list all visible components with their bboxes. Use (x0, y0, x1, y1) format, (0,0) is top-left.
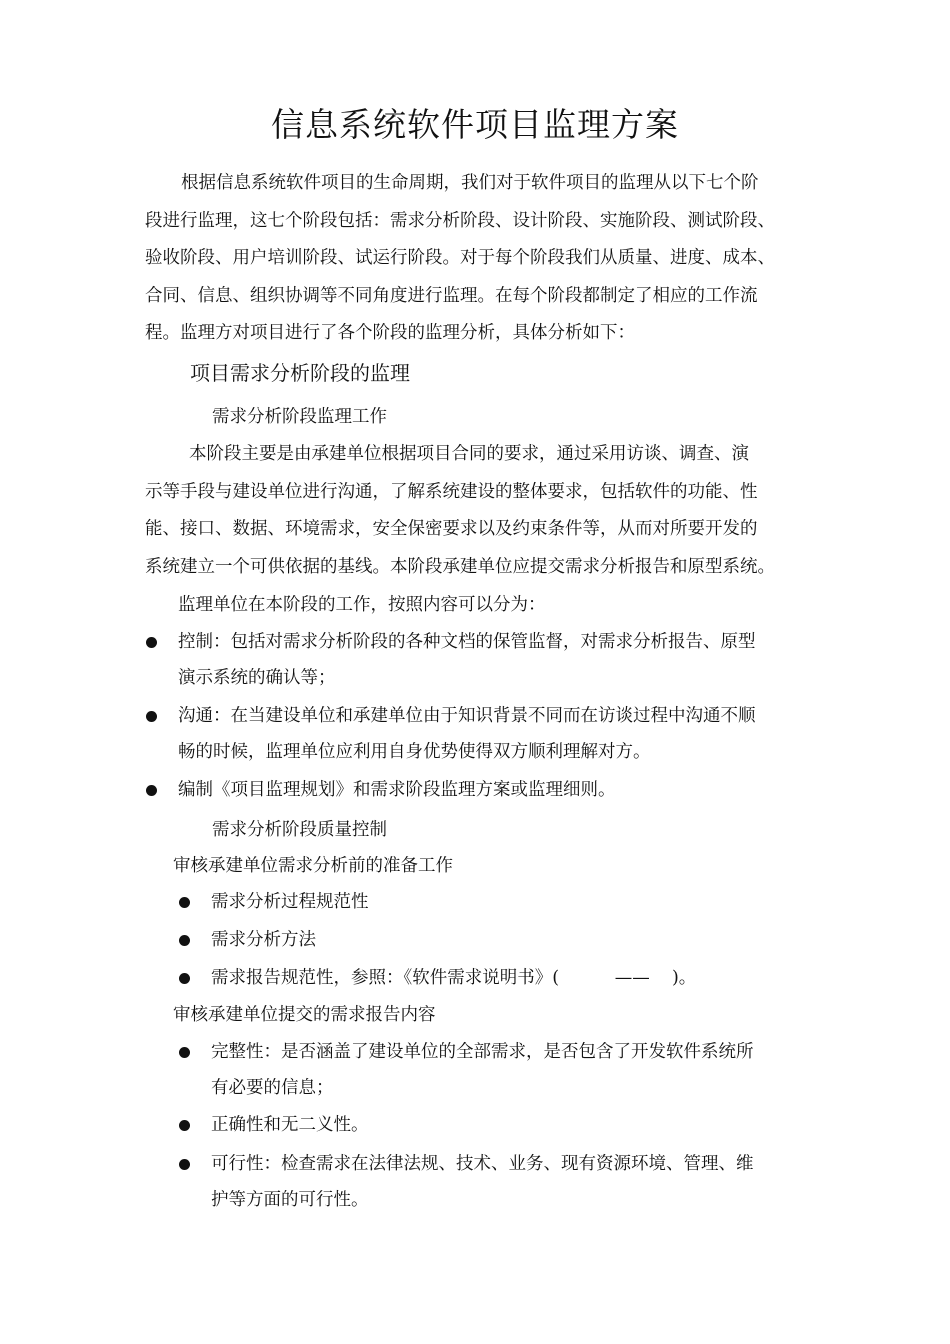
document-title: 信息系统软件项目监理方案 (271, 105, 679, 144)
bullet-dot (179, 897, 190, 908)
section-heading: 项目需求分析阶段的监理 (190, 361, 410, 385)
bullet-text-cont: 有必要的信息； (211, 1078, 334, 1098)
bullet-text: 需求分析方法 (211, 930, 316, 950)
bullet-text-cont: 演示系统的确认等； (178, 668, 336, 688)
intro-line: 根据信息系统软件项目的生命周期，我们对于软件项目的监理从以下七个阶 (181, 173, 759, 193)
lead-text: 监理单位在本阶段的工作，按照内容可以分为： (178, 595, 546, 615)
bullet-dot (179, 1159, 190, 1170)
intro-line: 段进行监理，这七个阶段包括：需求分析阶段、设计阶段、实施阶段、测试阶段、 (145, 210, 775, 231)
bullet-text: 可行性：检查需求在法律法规、技术、业务、现有资源环境、管理、维 (211, 1154, 754, 1174)
bullet-dot (146, 637, 157, 648)
bullet-text: 控制：包括对需求分析阶段的各种文档的保管监督，对需求分析报告、原型 (178, 632, 756, 652)
intro-paragraph (145, 165, 825, 353)
bullet-dot (179, 935, 190, 946)
bullet-text: 正确性和无二义性。 (211, 1115, 369, 1135)
intro-line: 程。监理方对项目进行了各个阶段的监理分析，具体分析如下： (145, 323, 635, 344)
work-line: 系统建立一个可供依据的基线。本阶段承建单位应提交需求分析报告和原型系统。 (145, 556, 775, 577)
bullet-dot (179, 973, 190, 984)
work-line: 能、接口、数据、环境需求，安全保密要求以及约束条件等，从而对所要开发的 (145, 519, 758, 540)
bullet-text: 沟通：在当建设单位和承建单位由于知识背景不同而在访谈过程中沟通不顺 (178, 706, 756, 726)
intro-line: 验收阶段、用户培训阶段、试运行阶段。对于每个阶段我们从质量、进度、成本、 (145, 248, 775, 269)
bullet-text: 需求分析过程规范性 (211, 892, 369, 912)
bullet-text-cont: 护等方面的可行性。 (211, 1190, 369, 1210)
bullet-dot (146, 785, 157, 796)
group-label: 审核承建单位提交的需求报告内容 (173, 1005, 436, 1025)
bullet-dot (146, 711, 157, 722)
work-line: 本阶段主要是由承建单位根据项目合同的要求，通过采用访谈、调查、演 (189, 444, 749, 464)
subsection-heading: 需求分析阶段监理工作 (212, 407, 387, 427)
bullet-text: 编制《项目监理规划》和需求阶段监理方案或监理细则。 (178, 780, 616, 800)
group-label: 审核承建单位需求分析前的准备工作 (173, 856, 453, 876)
bullet-dot (179, 1047, 190, 1058)
bullet-text-cont: 畅的时候，监理单位应利用自身优势使得双方顺利理解对方。 (178, 742, 651, 762)
work-line: 示等手段与建设单位进行沟通，了解系统建设的整体要求，包括软件的功能、性 (145, 481, 758, 502)
bullet-text: 完整性：是否涵盖了建设单位的全部需求，是否包含了开发软件系统所 (211, 1042, 754, 1062)
bullet-dot (179, 1120, 190, 1131)
intro-line: 合同、信息、组织协调等不同角度进行监理。在每个阶段都制定了相应的工作流 (145, 285, 758, 306)
bullet-text: 需求报告规范性，参照：《软件需求说明书》( —— )。 (211, 968, 697, 988)
work-paragraph (145, 436, 825, 586)
subsection-heading: 需求分析阶段质量控制 (212, 820, 387, 840)
